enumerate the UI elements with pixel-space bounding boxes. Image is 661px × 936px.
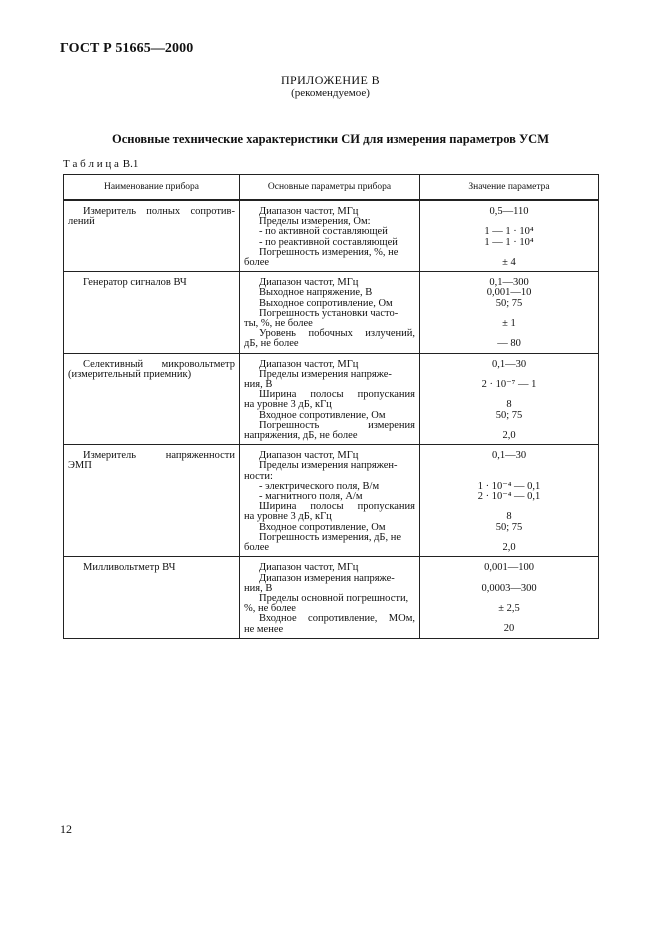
- param-line: напряжения, дБ, не более: [244, 430, 358, 442]
- param-line: дБ, не более: [244, 338, 299, 350]
- param-value: 20: [503, 623, 515, 635]
- param-line: Ширина полосы пропускания: [259, 501, 415, 513]
- param-value: 2 · 10⁻⁷ — 1: [481, 379, 537, 391]
- param-line: более: [244, 542, 270, 554]
- param-line: Диапазон частот, МГц: [259, 277, 359, 289]
- device-name-line: Селективный микровольтметр: [83, 358, 235, 370]
- column-header-param-value: Значение параметра: [420, 175, 599, 201]
- column-header-device-name: Наименование прибора: [64, 175, 240, 201]
- param-value: 8: [506, 511, 512, 523]
- param-value: 0,0003—300: [481, 582, 537, 594]
- table-body: [64, 200, 599, 638]
- params-cell: [240, 557, 420, 638]
- document-title: Основные технические характеристики СИ для измерения параметров УСМ: [111, 132, 550, 146]
- param-line: Диапазон частот, МГц: [259, 450, 359, 462]
- param-value: ± 1: [502, 318, 516, 330]
- param-line: Погрешность измерения, %, не: [259, 246, 399, 258]
- param-line: Диапазон частот, МГц: [259, 562, 359, 574]
- param-line: Диапазон частот, МГц: [259, 358, 359, 370]
- param-value: 0,1—300: [489, 277, 529, 289]
- param-value: 1 · 10⁻⁴ — 0,1: [477, 480, 541, 492]
- table-row: [64, 353, 599, 445]
- param-value: 2 · 10⁻⁴ — 0,1: [477, 491, 541, 503]
- table-row: [64, 445, 599, 557]
- param-line: Погрешность установки часто-: [259, 307, 399, 319]
- param-line: ния, В: [244, 582, 273, 594]
- param-value: 2,0: [502, 542, 516, 554]
- table-header-row: [64, 175, 599, 201]
- values-cell: [420, 353, 599, 445]
- param-line: Пределы измерения напряжен-: [259, 460, 398, 472]
- spec-table: [63, 174, 599, 639]
- appendix-subtitle: (рекомендуемое): [291, 87, 370, 99]
- param-line: Входное сопротивление, Ом: [259, 409, 386, 421]
- values-cell: [420, 445, 599, 557]
- param-line: ния, В: [244, 379, 273, 391]
- device-name-line: (измерительный приемник): [68, 368, 192, 380]
- param-value: 2,0: [502, 430, 516, 442]
- table-caption: [63, 158, 138, 170]
- device-name-cell: [64, 557, 240, 638]
- param-line: - по активной составляющей: [259, 226, 388, 238]
- device-name-line: Измеритель полных сопротив-: [83, 206, 235, 217]
- param-value: 50; 75: [495, 521, 523, 533]
- table-row: [64, 272, 599, 353]
- device-name-cell: [64, 200, 240, 272]
- param-line: более: [244, 257, 270, 269]
- column-header-main-params: Основные параметры прибора: [240, 175, 420, 201]
- param-value: ± 4: [502, 256, 516, 268]
- device-name-line: лений: [68, 216, 95, 228]
- device-name-line: Милливольтметр ВЧ: [83, 562, 176, 574]
- table-caption-number: В.1: [122, 158, 139, 170]
- params-cell: [240, 445, 420, 557]
- param-line: ты, %, не более: [244, 318, 313, 330]
- device-name-cell: [64, 353, 240, 445]
- param-value: 0,1—30: [491, 450, 527, 462]
- device-name-line: Измеритель напряженности: [83, 450, 235, 462]
- param-value: ± 2,5: [498, 603, 520, 615]
- param-line: Диапазон измерения напряже-: [259, 572, 395, 584]
- param-line: %, не более: [244, 603, 296, 615]
- param-line: на уровне 3 дБ, кГц: [244, 399, 332, 411]
- param-value: — 80: [497, 338, 521, 350]
- param-line: Погрешность измерения: [259, 419, 415, 431]
- param-line: Пределы измерения напряже-: [259, 368, 392, 380]
- table-row: [64, 557, 599, 638]
- params-cell: [240, 200, 420, 272]
- page-number: 12: [60, 822, 72, 836]
- param-line: - магнитного поля, А/м: [259, 491, 363, 503]
- param-line: на уровне 3 дБ, кГц: [244, 511, 332, 523]
- appendix-title: ПРИЛОЖЕНИЕ В: [280, 73, 381, 87]
- device-name-line: Генератор сигналов ВЧ: [83, 277, 187, 289]
- param-line: Уровень побочных излучений,: [259, 328, 415, 340]
- param-line: - по реактивной составляющей: [259, 236, 398, 248]
- param-value: 50; 75: [495, 297, 523, 309]
- param-value: 0,5—110: [489, 206, 529, 217]
- param-value: 0,001—10: [486, 287, 532, 299]
- param-line: Погрешность измерения, дБ, не: [259, 531, 401, 543]
- param-value: 8: [506, 399, 512, 411]
- values-cell: [420, 557, 599, 638]
- params-cell: [240, 272, 420, 353]
- param-line: - электрического поля, В/м: [259, 480, 380, 492]
- param-value: 0,1—30: [491, 358, 527, 370]
- values-cell: [420, 200, 599, 272]
- values-cell: [420, 272, 599, 353]
- param-value: [424, 461, 594, 471]
- param-value: 0,001—100: [484, 562, 534, 574]
- device-name-line: ЭМП: [68, 460, 92, 472]
- param-line: Входное сопротивление, Ом: [259, 521, 386, 533]
- param-value: 1 — 1 · 10⁴: [484, 226, 534, 238]
- params-cell: [240, 353, 420, 445]
- param-line: Ширина полосы пропускания: [259, 389, 415, 401]
- device-name-cell: [64, 445, 240, 557]
- param-value: 1 — 1 · 10⁴: [484, 236, 534, 248]
- param-line: Выходное сопротивление, Ом: [259, 297, 393, 309]
- param-line: Входное сопротивление, МОм,: [259, 613, 415, 625]
- param-line: не менее: [244, 623, 284, 635]
- param-line: Выходное напряжение, В: [259, 287, 373, 299]
- param-value: 50; 75: [495, 409, 523, 421]
- standard-header: ГОСТ Р 51665—2000: [60, 41, 194, 56]
- param-line: Диапазон частот, МГц: [259, 206, 359, 217]
- table-row: [64, 200, 599, 272]
- table-caption-label: Т а б л и ц а: [63, 158, 119, 170]
- param-line: Пределы основной погрешности,: [259, 592, 409, 604]
- param-line: ности:: [244, 470, 273, 482]
- param-line: Пределы измерения, Ом:: [259, 216, 371, 228]
- device-name-cell: [64, 272, 240, 353]
